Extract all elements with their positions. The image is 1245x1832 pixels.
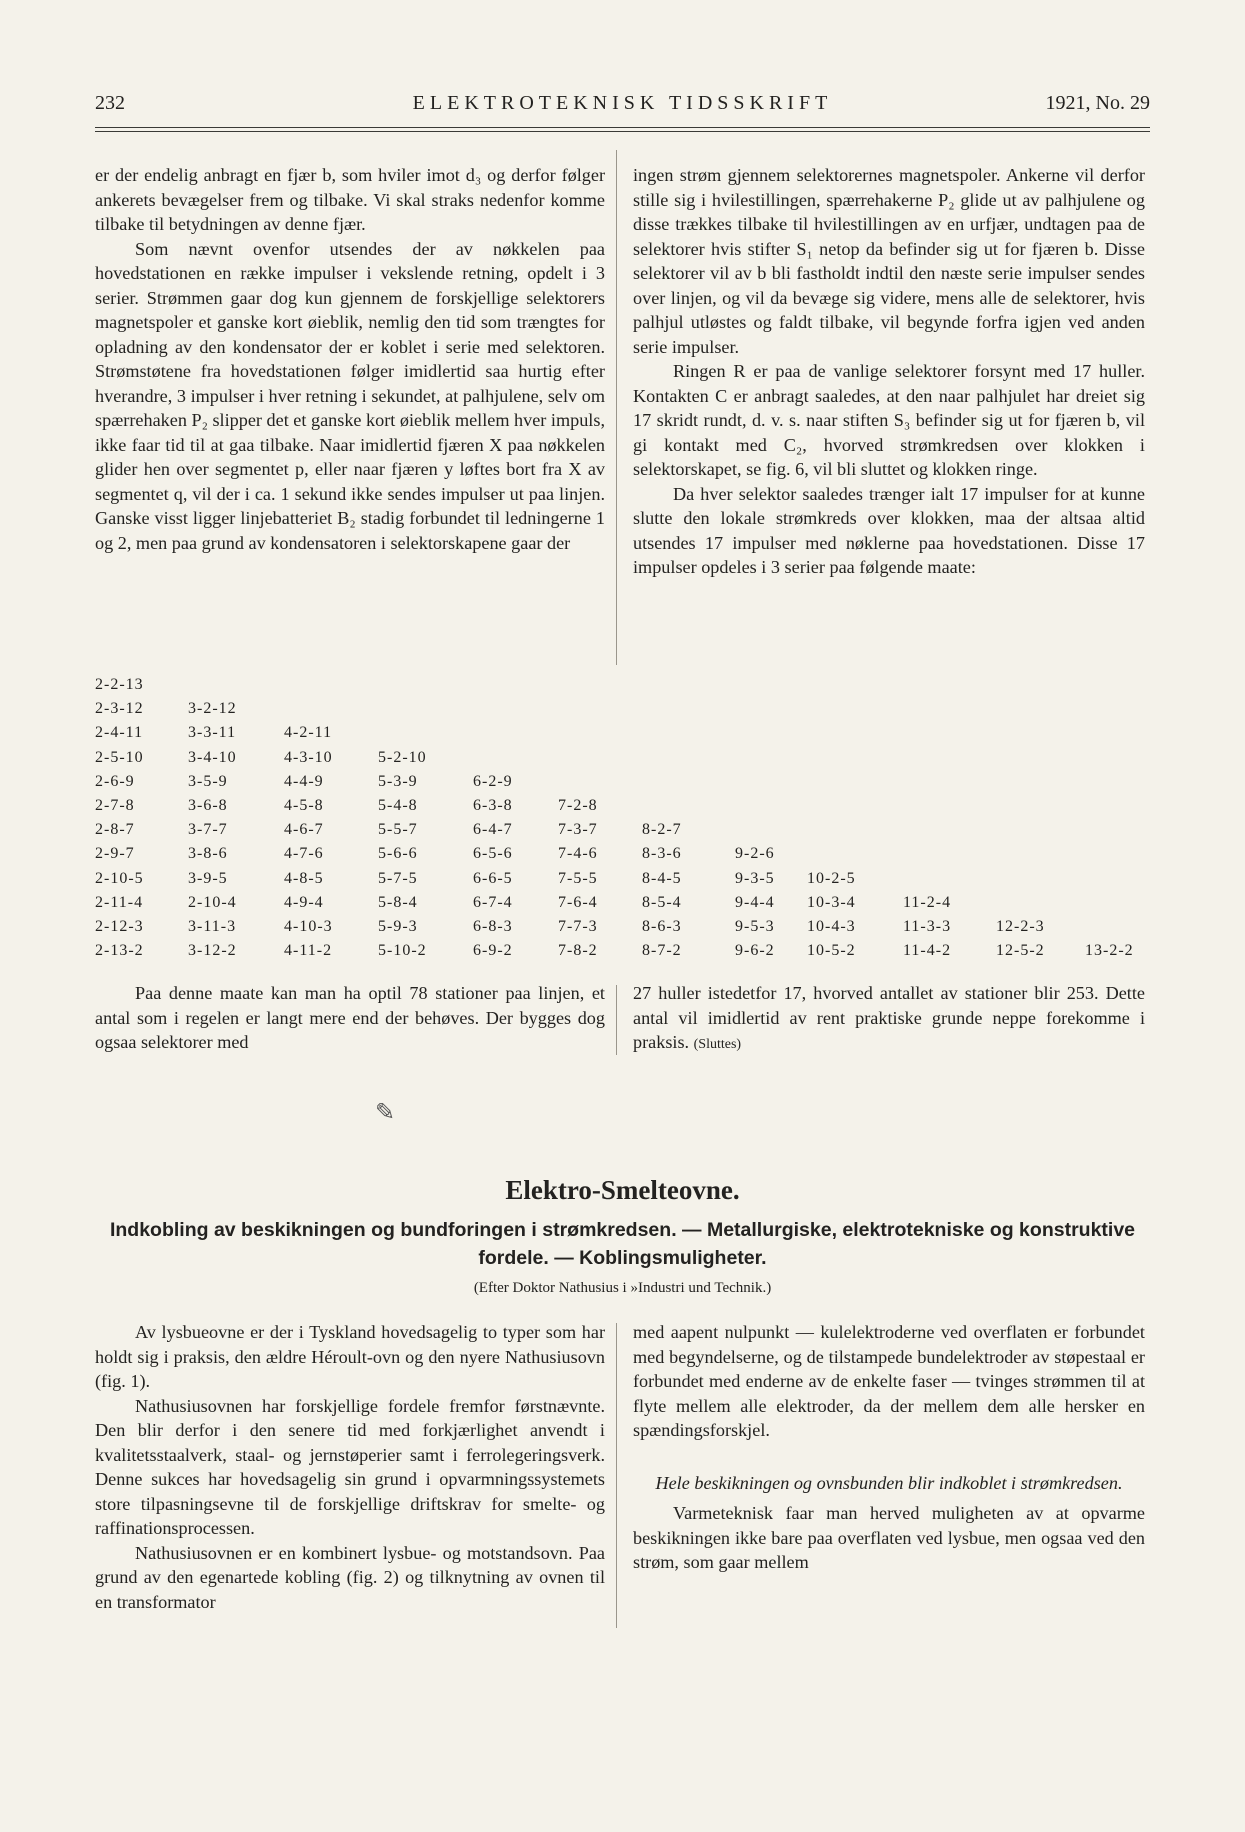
page-number: 232 <box>95 92 125 114</box>
series-entry: 8-2-7 <box>642 821 682 839</box>
running-header <box>95 92 1150 122</box>
series-entry: 2-2-13 <box>95 676 144 693</box>
series-entry: 5-8-4 <box>378 893 418 911</box>
series-entry: 7-6-4 <box>558 893 598 911</box>
top-left-column <box>95 163 605 555</box>
series-entry: 6-2-9 <box>473 772 513 790</box>
article-source: (Efter Doktor Nathusius i »Industri und Technik.) <box>473 1280 772 1296</box>
series-entry: 4-11-2 <box>284 942 333 960</box>
series-entry: 2-12-3 <box>95 918 144 935</box>
series-entry: 9-2-6 <box>735 845 775 863</box>
series-entry: 7-4-6 <box>558 845 598 863</box>
series-entry: 5-7-5 <box>378 869 418 887</box>
series-entry: 2-10-4 <box>188 893 237 911</box>
paragraph: Som nævnt ovenfor utsendes der av nøkkelen paa hovedstationen en række impulser i vekslende retning, opdelt i 3 serier. Strømmen gaar dog kun gjennem de forskjellige selektorers magnetspoler et ganske kort øieblik, nemlig den tid som trængtes for opladning av den kondensator der er koblet i serie med selektoren. Strømstøtene fra hovedstationen følger imidlertid saa hurtig efter hverandre, 3 impulser i hver retning i sekundet, at palhjulene, selv om spærrehaken P₂ slipper det et ganske kort øieblik mellem hver impuls, ikke faar tid til at gaa tilbake. Naar imidlertid fjæren X paa nøkkelen glider hen over segmentet p, eller naar fjæren y løftes bort fra X av segmentet q, vil der i ca. 1 sekund ikke sendes impulser ut paa linjen. Ganske visst ligger linjebatteriet B₂ stadig forbundet til ledningerne 1 og 2, men paa grund av kondensatoren i selektorskapene gaar der <box>95 238 605 553</box>
series-entry: 2-6-9 <box>95 772 135 790</box>
series-entry: 5-10-2 <box>378 942 427 960</box>
series-entry: 2-13-2 <box>95 942 144 960</box>
paragraph: er der endelig anbragt en fjær b, som hviler imot d₃ og derfor følger ankerets bevægelser frem og tilbake. Vi skal straks nedenfor komme tilbake til betydningen av denne fjær. <box>95 165 605 234</box>
series-entry: 6-4-7 <box>473 821 513 839</box>
series-entry: 2-4-11 <box>95 724 144 742</box>
paragraph: Varmeteknisk faar man herved muligheten av at opvarme beskikningen ikke bare paa overflaten ved lysbue, men ogsaa ved den strøm, som gaar mellem <box>633 1503 1145 1572</box>
series-entry: 6-3-8 <box>473 797 513 814</box>
series-entry: 7-3-7 <box>558 821 598 839</box>
series-entry: 4-6-7 <box>284 821 324 839</box>
series-entry: 3-9-5 <box>188 869 228 887</box>
series-entry: 4-4-9 <box>284 772 324 790</box>
series-entry: 3-7-7 <box>188 821 228 839</box>
series-entry: 10-2-5 <box>807 869 856 887</box>
series-entry: 4-7-6 <box>284 845 324 863</box>
closing-right-column <box>633 981 1145 1058</box>
paragraph: Nathusiusovnen har forskjellige fordele fremfor førstnævnte. Den blir derfor i den senere tid med forkjærlighet anvendt i kvalitetsstaalverk, staal- og jernstøperier samt i ferrolegeringsverk. Denne sukces har hovedsagelig sin grund i opvarmningssystemets store tilpasningsevne til de forskjellige driftskrav for smelte- og raffinationsprocessen. <box>95 1395 605 1538</box>
top-right-column <box>633 163 1145 580</box>
article-right-column <box>633 1320 1145 1575</box>
paragraph: Da hver selektor saaledes trænger ialt 17 impulser for at kunne slutte den lokale strømkreds over klokken, maa der altsaa altid utsendes 17 impulser med nøklerne paa hovedstationen. Disse 17 impulser opdeles i 3 serier paa følgende maate: <box>633 483 1145 577</box>
series-entry: 5-2-10 <box>378 748 427 766</box>
closing-left-column <box>95 981 605 1055</box>
series-entry: 3-2-12 <box>188 700 237 718</box>
paragraph: ingen strøm gjennem selektorernes magnetspoler. Ankerne vil derfor stille sig i hvilestillingen, spærrehakerne P₂ glide ut av palhjulene og disse trækkes tilbake til hvilestillingen av en urfjær, undtagen paa de selektorer hvis stifter S₁ netop da befinder sig ut for fjæren b. Disse selektorer vil av b bli fastholdt indtil den næste serie impulser sendes over linjen, og vil da bevæge sig videre, mens alle de selektorer, hvis palhjul utløstes og faldt tilbake, vil begynde forfra igjen ved anden serie impulser. <box>633 165 1145 357</box>
series-entry: 11-4-2 <box>903 942 952 960</box>
series-entry: 3-12-2 <box>188 942 237 960</box>
paragraph: Paa denne maate kan man ha optil 78 stationer paa linjen, et antal som i regelen er langt mere end der behøves. Der bygges dog ogsaa selektorer med <box>95 983 605 1052</box>
article-left-column <box>95 1320 605 1614</box>
series-entry: 8-5-4 <box>642 893 682 911</box>
series-entry: 4-10-3 <box>284 918 333 935</box>
series-entry: 7-8-2 <box>558 942 598 960</box>
column-divider <box>616 985 617 1055</box>
series-entry: 6-8-3 <box>473 918 513 935</box>
series-entry: 7-2-8 <box>558 797 598 814</box>
series-entry: 5-5-7 <box>378 821 418 839</box>
series-entry: 9-5-3 <box>735 918 775 935</box>
series-entry: 2-9-7 <box>95 845 135 863</box>
paragraph: med aapent nulpunkt — kulelektroderne ved overflaten er forbundet med begyndelserne, og de tilstampede bundelektroder av støpestaal er forbundet med enderne av de enkelte faser — tvinges strømmen til at flyte mellem alle elektroder, da der mellem dem alle hersker en spændingsforskjel. <box>633 1322 1145 1440</box>
series-entry: 2-11-4 <box>95 893 144 911</box>
series-entry: 2-3-12 <box>95 700 144 718</box>
series-entry: 7-7-3 <box>558 918 598 935</box>
series-entry: 11-2-4 <box>903 893 952 911</box>
series-entry: 3-11-3 <box>188 918 237 935</box>
paragraph: 27 huller istedetfor 17, hvorved antallet av stationer blir 253. Dette antal vil imidlertid av rent praktiske grunde neppe forekomme i praksis. <box>633 983 1145 1052</box>
series-entry: 2-10-5 <box>95 869 144 887</box>
series-entry: 6-9-2 <box>473 942 513 960</box>
paragraph: Av lysbueovne er der i Tyskland hovedsagelig to typer som har holdt sig i praksis, den ældre Héroult-ovn og den nyere Nathusiusovn (fig. 1). <box>95 1322 605 1391</box>
series-entry: 5-6-6 <box>378 845 418 863</box>
series-entry: 3-6-8 <box>188 797 228 814</box>
series-entry: 2-5-10 <box>95 748 144 766</box>
section-heading: Hele beskikningen og ovnsbunden blir indkoblet i strømkredsen. <box>655 1472 1123 1493</box>
journal-title: ELEKTROTEKNISK TIDSSKRIFT <box>412 92 833 114</box>
issue-number: 1921, No. 29 <box>1045 92 1150 114</box>
continued-note: (Sluttes) <box>693 1037 742 1052</box>
series-entry: 3-5-9 <box>188 772 228 790</box>
series-entry: 7-5-5 <box>558 869 598 887</box>
series-entry: 4-2-11 <box>284 724 333 742</box>
series-entry: 12-2-3 <box>996 918 1045 935</box>
series-entry: 5-4-8 <box>378 797 418 814</box>
paragraph: Ringen R er paa de vanlige selektorer forsynt med 17 huller. Kontakten C er anbragt saaledes, at den naar palhjulet har dreiet sig 17 skridt rundt, d. v. s. naar stiften S₃ befinder sig ut for fjæren b, vil gi kontakt med C₂, hvorved strømkredsen over klokken i selektorskapet, se fig. 6, vil bli sluttet og klokken ringe. <box>633 361 1145 479</box>
article-title: Elektro-Smelteovne. <box>505 1175 740 1205</box>
series-entry: 2-8-7 <box>95 821 135 839</box>
series-entry: 6-7-4 <box>473 893 513 911</box>
series-entry: 3-3-11 <box>188 724 237 742</box>
series-entry: 4-5-8 <box>284 797 324 814</box>
series-entry: 8-3-6 <box>642 845 682 863</box>
pencil-mark-icon: ✎ <box>375 1100 396 1126</box>
series-entry: 8-4-5 <box>642 869 682 887</box>
series-entry: 13-2-2 <box>1085 942 1134 960</box>
series-entry: 4-8-5 <box>284 869 324 887</box>
series-entry: 9-6-2 <box>735 942 775 960</box>
article-subtitle: Indkobling av beskikningen og bundforingen i strømkredsen. — Metallurgiske, elektrotekniske og konstruktive fordele. — Koblingsmuligheter. <box>109 1219 1136 1269</box>
series-entry: 10-5-2 <box>807 942 856 960</box>
series-entry: 3-8-6 <box>188 845 228 863</box>
series-entry: 9-4-4 <box>735 893 775 911</box>
series-entry: 2-7-8 <box>95 797 135 814</box>
series-entry: 8-7-2 <box>642 942 682 960</box>
header-rule-bottom <box>95 131 1150 132</box>
series-entry: 9-3-5 <box>735 869 775 887</box>
series-entry: 4-3-10 <box>284 748 333 766</box>
series-entry: 5-9-3 <box>378 918 418 935</box>
header-rule-top <box>95 127 1150 128</box>
series-entry: 10-3-4 <box>807 893 856 911</box>
series-entry: 5-3-9 <box>378 772 418 790</box>
series-entry: 11-3-3 <box>903 918 952 935</box>
series-entry: 10-4-3 <box>807 918 856 935</box>
series-entry: 12-5-2 <box>996 942 1045 960</box>
series-entry: 8-6-3 <box>642 918 682 935</box>
series-entry: 3-4-10 <box>188 748 237 766</box>
series-entry: 6-5-6 <box>473 845 513 863</box>
series-entry: 6-6-5 <box>473 869 513 887</box>
column-divider <box>616 150 617 665</box>
column-divider <box>616 1323 617 1628</box>
series-entry: 4-9-4 <box>284 893 324 911</box>
paragraph: Nathusiusovnen er en kombinert lysbue- og motstandsovn. Paa grund av den egenartede kobling (fig. 2) og tilknytning av ovnen til en transformator <box>95 1542 605 1612</box>
